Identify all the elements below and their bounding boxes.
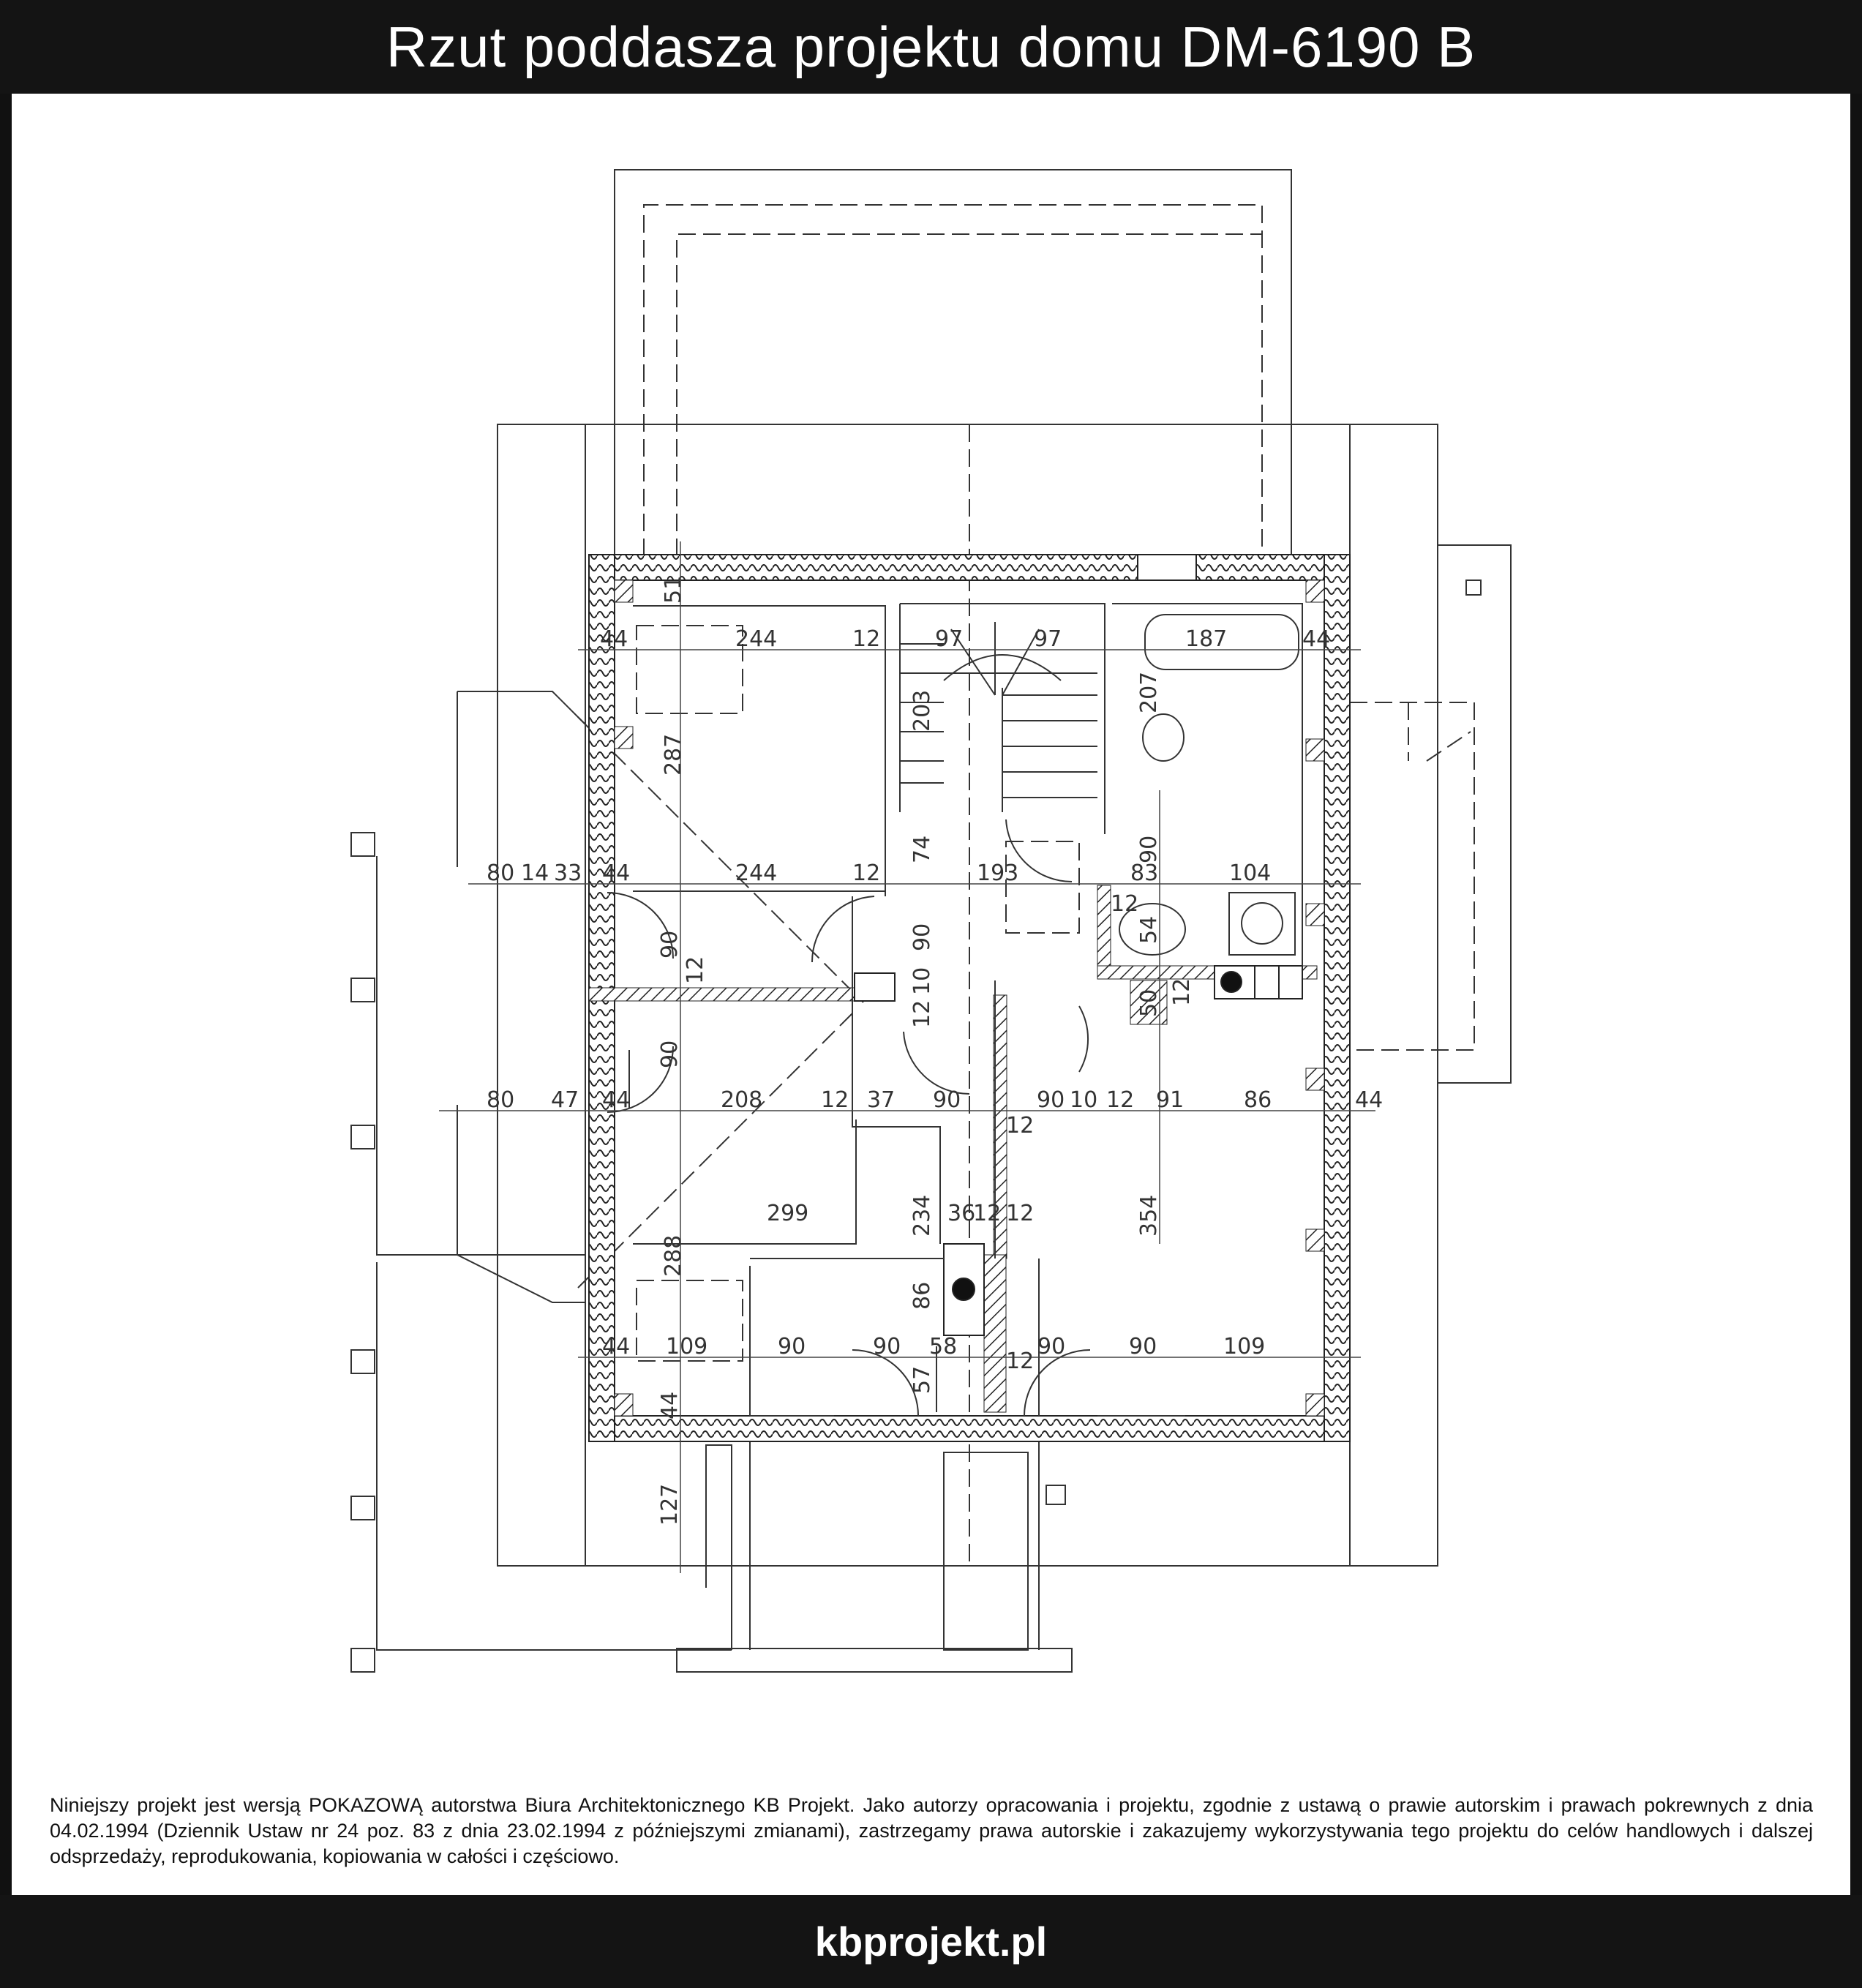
dim-label: 203 [909,689,935,732]
dim-label: 44 [600,626,628,652]
dim-label: 90 [657,930,683,959]
dim-label: 74 [909,835,935,863]
dim-label: 208 [721,1087,763,1113]
dim-label: 12 [1006,1201,1035,1226]
dim-label: 80 [487,860,515,886]
dim-label: 109 [666,1334,708,1359]
dim-label: 36 [947,1201,976,1226]
dim-label: 86 [1244,1087,1272,1113]
dim-label: 14 [521,860,549,886]
dim-label: 288 [661,1234,686,1277]
page-title: Rzut poddasza projektu domu DM-6190 B [386,14,1476,79]
dim-label: 287 [661,733,686,776]
dim-label: 90 [1037,1087,1065,1113]
dim-label: 12 [1169,978,1195,1006]
dim-label: 104 [1229,860,1272,886]
dim-label: 193 [977,860,1019,886]
dim-label: 91 [1156,1087,1185,1113]
dim-label: 90 [873,1334,901,1359]
dim-label: 97 [1034,626,1062,652]
dim-label: 58 [929,1334,958,1359]
dim-label: 83 [1130,860,1159,886]
header-bar [0,0,1862,94]
dim-label: 44 [602,1334,631,1359]
dim-label: 33 [554,860,582,886]
dim-label: 354 [1136,1194,1162,1237]
dim-label: 12 [852,626,881,652]
dim-label: 44 [1302,626,1331,652]
dim-label: 57 [909,1365,935,1394]
dim-label: 44 [657,1391,683,1419]
dim-label: 10 [1070,1087,1098,1113]
dim-label: 80 [487,1087,515,1113]
dim-label: 51 [661,575,686,604]
dim-label: 12 [1111,891,1139,917]
dim-label: 90 [933,1087,961,1113]
dim-label: 109 [1223,1334,1266,1359]
dim-label: 50 [1136,989,1162,1017]
dim-label: 187 [1185,626,1228,652]
dim-label: 12 [1006,1113,1035,1139]
dim-label: 90 [1129,1334,1157,1359]
copyright-disclaimer: Niniejszy projekt jest wersją POKAZOWĄ autorstwa Biura Architektonicznego KB Projekt. Jako autorzy opracowania i projektu, zgodnie z ustawą o prawie autorskim i prawach pokrewnych z dnia 04.02.1994 (Dziennik Ustaw nr 24 poz. 83 z dnia 23.02.1994 z późniejszymi zmianami), zastrzegamy prawa autorskie i zakazujemy wykorzystywania tego projektu do celów handlowych i dalszej odsprzedaży, reprodukowania, kopiowania w całości i częściowo. [50,1794,1813,1867]
dim-label: 234 [909,1194,935,1237]
dim-label: 47 [551,1087,579,1113]
dim-label: 299 [767,1201,809,1226]
vertical-dimension-labels [657,576,1195,1526]
footer-bar [0,1895,1862,1988]
dim-label: 10 [909,967,935,995]
dim-label: 127 [657,1483,683,1526]
dim-label: 12 [852,860,881,886]
dim-label: 12 [1006,1349,1035,1374]
dim-label: 90 [1136,835,1162,863]
dim-label: 12 [1106,1087,1135,1113]
dim-label: 90 [778,1334,806,1359]
dim-label: 44 [602,860,631,886]
dim-label: 54 [1136,915,1162,944]
brand-link[interactable]: kbprojekt.pl [814,1918,1048,1965]
dim-label: 44 [1355,1087,1384,1113]
dim-label: 12 [909,999,935,1028]
dim-label: 244 [735,860,778,886]
dim-label: 12 [973,1201,1002,1226]
dim-label: 244 [735,626,778,652]
dim-label: 90 [1037,1334,1066,1359]
dim-label: 12 [821,1087,849,1113]
dim-label: 12 [683,956,708,984]
dim-label: 44 [602,1087,631,1113]
dim-label: 86 [909,1281,935,1310]
dim-label: 97 [935,626,964,652]
dim-label: 90 [657,1040,683,1068]
dim-label: 207 [1136,671,1162,713]
dim-label: 37 [867,1087,896,1113]
dim-label: 90 [909,923,935,951]
floor-plan [0,94,1862,1777]
